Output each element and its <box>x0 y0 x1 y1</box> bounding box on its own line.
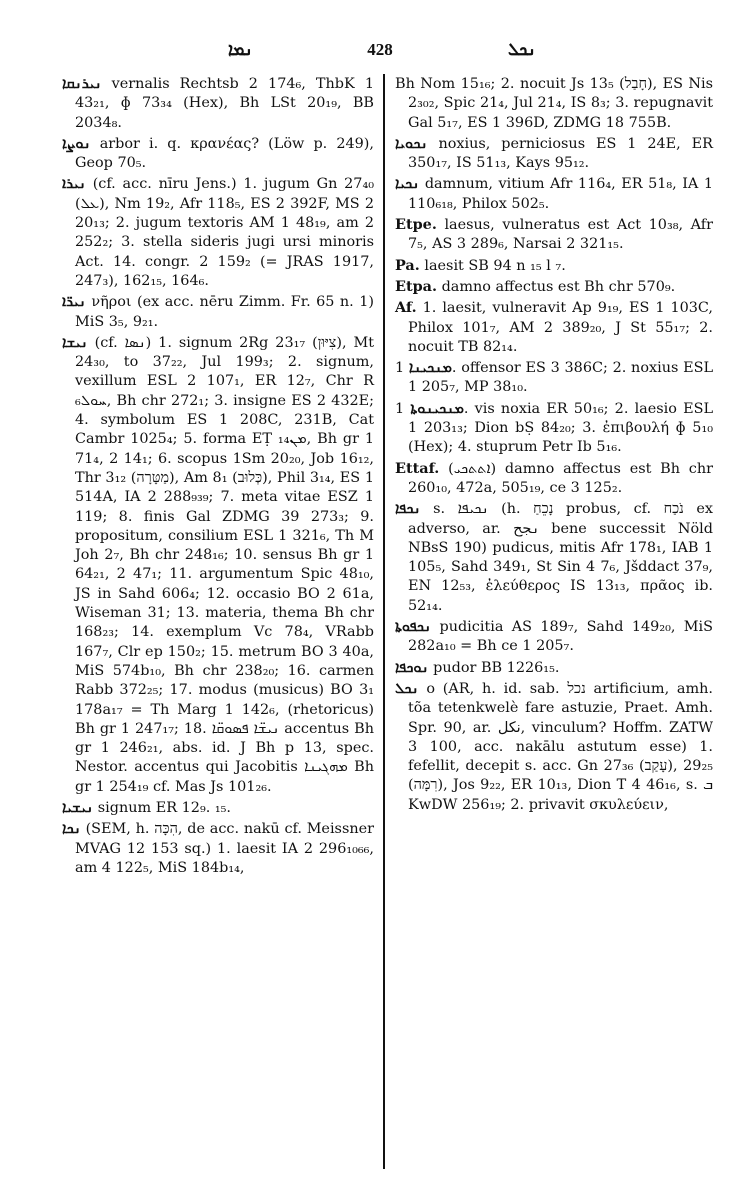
column-divider <box>383 74 385 1169</box>
entry-text: laesit SB 94 n ₁₅ l ₇. <box>424 257 566 274</box>
page-number: 428 <box>367 40 393 59</box>
entry-lemma: ܢܟܦܘܬܐ <box>395 618 432 636</box>
entry-lemma: Ettaf. <box>395 459 440 477</box>
entry-lemma: ܢܝܪܐ <box>62 175 86 193</box>
entry <box>395 358 713 398</box>
entry <box>395 74 713 133</box>
entry-lemma: ܢܘܟܦܐ <box>395 658 429 676</box>
entry-text: signum ER 12₉. ₁₅. <box>97 799 231 816</box>
entry-lemma: ܢܝܫܝܐ <box>62 798 94 816</box>
entry <box>395 399 713 458</box>
entry-text: pudor BB 1226₁₅. <box>433 659 560 676</box>
header-left-syriac: ܢܡܐ <box>228 40 253 60</box>
entry-text: (cf. ܢܣܐ) 1. signum 2Rg 23₁₇ (צִיּוּן), Mt 24₃₀, to 37₂₂, Jul 199₃; 2. signum, vexillum ESL 2 107₁, ER 12₇, Chr R ܚܘܠ₆, Bh chr 272₁; 3. insigne ES 2 432E; 4. symbolum ES 1 208C, 231B, Cat Cambr 1025₄; 5. forma EṬ ܡܢ₁₄, Bh gr 1 71₄, 2 14₁; 6. scopus 1Sm 20₂₀, Job 16₁₂, Thr 3₁₂ (מַטָּרָה), Am 8₁ (כְּלוּב), Phil 3₁₄, ES 1 514A, IA 2 288₉₃₉; 7. meta vitae ESZ 1 119; 8. finis Gal ZDMG 39 273₃; 9. propositum, consilium ESL 1 321₆, Th M Joh 2₇, Bh chr 248₁₆; 10. sensus Bh gr 1 64₂₁, 2 47₁; 11. argumentum Spic 48₁₀, JS in Sahd 606₄; 12. occasio BO 2 61a, Wiseman 31; 13. materia, thema Bh chr 168₂₃; 14. exemplum Vc 78₄, VRabb 167₇, Clr ep 150₂; 15. metrum BO 3 40a, MiS 574b₁₀, Bh chr 238₂₀; 16. carmen Rabb 372₂₅; 17. modus (musicus) BO 3₁ 178a₁₇ = Th Marg 1 142₆, (rhetoricus) Bh gr 1 247₁₇; 18. ܢܝܫ̈ܐ ܦܣܘܩ̈ܐ accentus Bh gr 1 246₂₁, abs. id. J Bh p 13, spec. Nestor. accentus qui Jacobitis ܡܗܓܝܢܐ Bh gr 1 254₁₉ cf. Mas Js 101₂₆. <box>75 334 374 795</box>
entry-text: 1. vis noxia ER 50₁₆; 2. laesio ESL 1 203₁₃; Dion bṢ 84₂₀; 3. ἐπιβουλή ɸ 5₁₀ (Hex); 4. stuprum Petr Ib 5₁₆. <box>395 400 713 456</box>
entry-text: vernalis Rechtsb 2 174₆, ThbK 1 43₂₁, ɸ 73₃₄ (Hex), Bh LSt 20₁₉, BB 2034₈. <box>75 76 374 131</box>
left-column <box>62 74 374 878</box>
entry-lemma: ܢܘܨܐ <box>62 134 91 152</box>
entry <box>62 819 374 878</box>
entry <box>395 256 713 276</box>
entry-lemma: ܡܢܟܝܢܐ <box>408 359 452 377</box>
entry <box>62 333 374 797</box>
entry-lemma: ܢܟܝܐ <box>395 175 420 193</box>
entry-text: noxius, perniciosus ES 1 24E, ER 350₁₇, IS 51₁₃, Kays 95₁₂. <box>408 135 714 172</box>
entry-lemma: ܢܝܫܐ <box>62 333 88 351</box>
entry-text: damno affectus est Bh chr 570₉. <box>441 278 676 295</box>
entry <box>395 679 713 815</box>
entry-text: laesus, vulneratus est Act 10₃₈, Afr 7₅, AS 3 289₆, Narsai 2 321₁₅. <box>408 217 713 253</box>
entry-text: arbor i. q. κρανέας? (Löw p. 249), Geop 70₅. <box>75 135 374 172</box>
entry-lemma: Etpa. <box>395 277 438 295</box>
entry-lemma: ܡܢܟܝܢܘܬܐ <box>410 399 464 417</box>
entry-text: s. ܢܟܝܦܐ (h. נָכֵחַ probus, cf. נֹכַח ex adverso, ar. ܢجح bene successit Nöld NBsS 190) pudicus, mitis Afr 178₁, IAB 1 105₅, Sahd 349₁, St Sin 4 7₆, Jšddact 37₉, EN 12₅₃, ἐλεύθερος IS 13₁₃, πρᾶος ib. 52₁₄. <box>408 501 713 614</box>
entry <box>395 617 713 657</box>
entry <box>395 499 713 616</box>
entry <box>395 658 713 678</box>
entry-text: Bh Nom 15₁₆; 2. nocuit Js 13₅ (חָבַל), ES Nis 2₃₀₂, Spic 21₄, Jul 21₄, IS 8₃; 3. repugnavit Gal 5₁₇, ES 1 396D, ZDMG 18 755B. <box>395 76 714 131</box>
entry <box>395 134 713 174</box>
entry-text: (cf. acc. nīru Jens.) 1. jugum Gn 27₄₀ (ܥܠ), Nm 19₂, Afr 118₅, ES 2 392F, MS 2 20₁₃; 2. jugum textoris AM 1 48₁₉, am 2 252₂; 3. stella sideris jugi ursi minoris Act. 14. congr. 2 159₂ (= JRAS 1917, 247₃), 162₁₅, 164₆. <box>75 176 375 289</box>
entry <box>395 215 713 255</box>
right-column <box>395 74 713 815</box>
entry-text: (ܐܬܬܟܝ) damno affectus est Bh chr 260₁₀, 472a, 505₁₉, ce 3 125₂. <box>408 460 714 496</box>
entry <box>62 74 374 133</box>
entry-text: νῆροι (ex acc. nēru Zimm. Fr. 65 n. 1) MiS 3₅, 9₂₁. <box>75 294 374 330</box>
entry <box>62 174 374 291</box>
entry-text: o (AR, h. id. sab. נכל artificium, amh. tõa tetenkwelè fare astuzie, Praet. Amh. Spr. 90, ar. نكل, vinculum? Hoffm. ZATW 3 100, acc. nakālu astutum esse) 1. fefellit, decepit s. acc. Gn 27₃₆ (עָקַב), 29₂₅ (רִמָּה), Jos 9₂₂, ER 10₁₃, Dion T 4 46₁₆, s. ܒ KwDW 256₁₉; 2. privavit σκυλεύειν, <box>408 680 714 813</box>
entry <box>62 292 374 332</box>
entry <box>395 459 713 499</box>
entry <box>395 174 713 214</box>
entry-lemma: ܢܟܐ <box>62 820 81 838</box>
entry-lemma: ܢܟܘܝܐ <box>395 134 428 152</box>
entry <box>62 798 374 818</box>
entry-lemma: ܢܝܪܢܩܐ <box>62 75 102 92</box>
entry-text: damnum, vitium Afr 116₄, ER 51₈, IA 1 110₆₁₈, Philox 502₅. <box>408 176 713 212</box>
entry-text: pudicitia AS 189₇, Sahd 149₂₀, MiS 282a₁₀ = Bh ce 1 205₇. <box>408 619 713 655</box>
entry-text: 1. offensor ES 3 386C; 2. noxius ESL 1 205₇, MP 38₁₀. <box>395 360 714 396</box>
entry-text: 1. laesit, vulneravit Ap 9₁₉, ES 1 103C, Philox 101₇, AM 2 389₂₀, J St 55₁₇; 2. nocuit TB 82₁₄. <box>408 300 714 355</box>
header-right-syriac: ܢܟܠ <box>508 40 536 60</box>
entry-lemma: Pa. <box>395 256 420 274</box>
entry <box>395 277 713 297</box>
entry <box>395 298 713 357</box>
entry-lemma: Af. <box>395 299 417 317</box>
entry <box>62 134 374 174</box>
entry-lemma: ܢܟܦܐ <box>395 500 421 518</box>
entry-text: (SEM, h. הִכָּה, de acc. nakū cf. Meissner MVAG 12 153 sq.) 1. laesit IA 2 296₁₀₆₆, am 4 122₅, MiS 184b₁₄, <box>75 821 374 876</box>
entry-lemma: ܢܝܪ̈ܐ <box>62 293 86 311</box>
entry-lemma: Etpe. <box>395 216 437 234</box>
entry-lemma: ܢܟܠ <box>395 679 419 697</box>
